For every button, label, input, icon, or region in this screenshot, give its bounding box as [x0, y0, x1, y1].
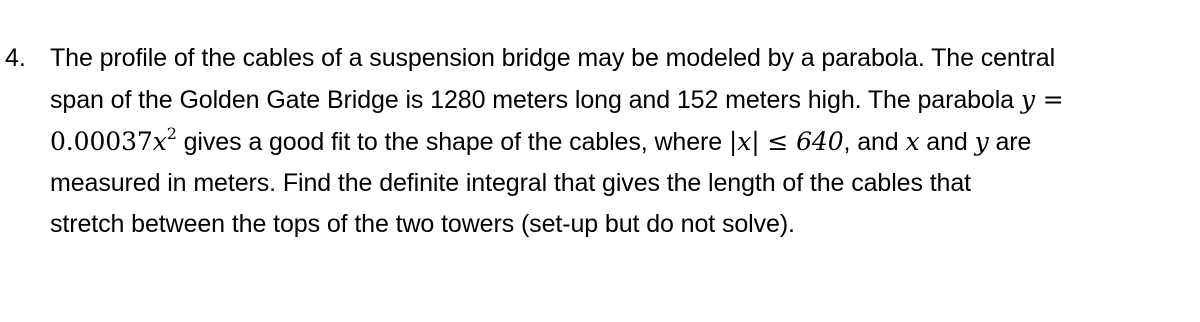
- problem-statement: [50, 38, 1190, 245]
- variable-x: x: [152, 127, 167, 156]
- coefficient: 0.00037: [50, 127, 153, 156]
- line-4-text: measured in meters. Find the definite integral that gives the length of the cables that: [50, 169, 972, 197]
- abs-inequality: |x| ≤ 640: [728, 127, 844, 156]
- exponent: 2: [166, 124, 177, 143]
- statement-line-5: [50, 204, 1190, 245]
- statement-line-3: [50, 121, 1190, 163]
- line-3-text-d: are: [988, 128, 1032, 156]
- statement-line-2: [50, 79, 1190, 121]
- statement-line-4: [50, 163, 1190, 204]
- problem-number: 4.: [5, 44, 26, 72]
- equals-sign: =: [1034, 85, 1064, 114]
- line-3-text-c: and: [919, 128, 975, 156]
- line-3-text-b: , and: [843, 128, 906, 156]
- variable-y: y: [1020, 85, 1035, 114]
- variable-x-2: x: [905, 127, 920, 156]
- line-1-text: The profile of the cables of a suspension bridge may be modeled by a parabola. The central: [50, 44, 1056, 72]
- statement-line-1: [50, 38, 1190, 79]
- line-2-text: span of the Golden Gate Bridge is 1280 meters long and 152 meters high. The parabola: [50, 86, 1021, 114]
- line-5-text: stretch between the tops of the two towers (set-up but do not solve).: [50, 210, 795, 238]
- line-3-text-a: gives a good fit to the shape of the cables, where: [176, 128, 729, 156]
- variable-y-2: y: [974, 127, 989, 156]
